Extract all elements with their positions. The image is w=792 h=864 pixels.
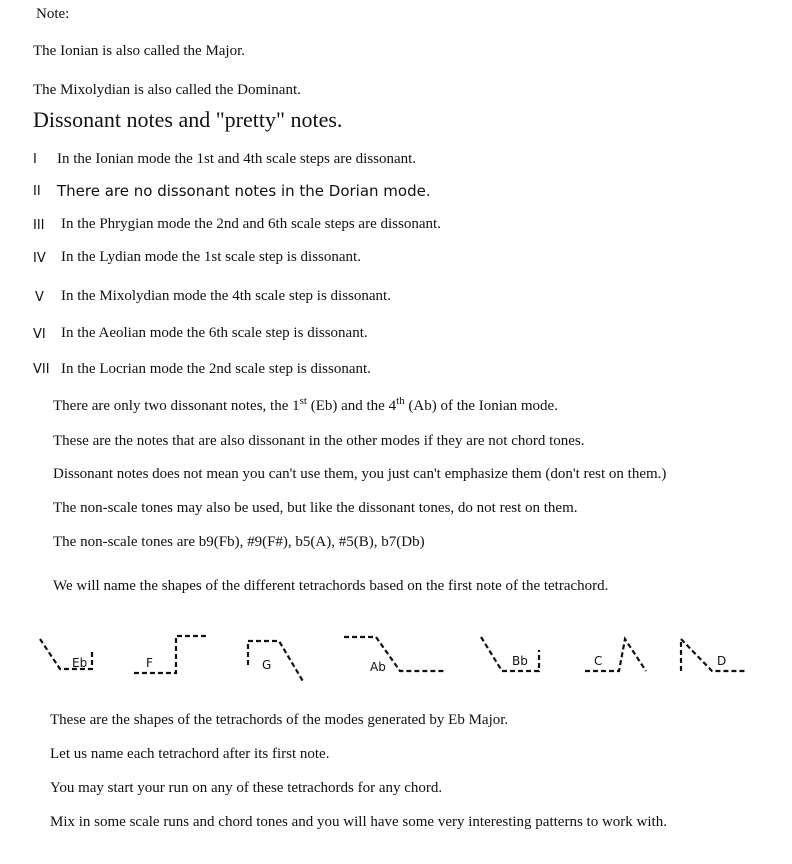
closing-line: These are the shapes of the tetrachords of the modes generated by Eb Major. — [50, 712, 509, 728]
mode-numeral: VII — [33, 362, 50, 377]
mode-numeral: V — [35, 290, 44, 305]
closing-line: You may start your run on any of these tetrachords for any chord. — [50, 780, 443, 796]
tetrachord-label: D — [717, 654, 727, 668]
ionian-major-line: The Ionian is also called the Major. — [33, 43, 246, 59]
mixolydian-dominant-line: The Mixolydian is also called the Dominant. — [33, 82, 301, 98]
mode-numeral: III — [33, 218, 45, 233]
mode-text: In the Lydian mode the 1st scale step is dissonant. — [61, 249, 361, 265]
tetrachord-ab — [344, 637, 444, 674]
paragraph: These are the notes that are also dissonant in the other modes if they are not chord tones. — [53, 433, 585, 449]
note-heading: Note: — [36, 6, 70, 22]
paragraph: The non-scale tones are b9(Fb), #9(F#), b5(A), #5(B), b7(Db) — [53, 534, 425, 550]
mode-numeral: VI — [33, 327, 46, 342]
two-dissonant-line: There are only two dissonant notes, the 1st (Eb) and the 4th (Ab) of the Ionian mode. — [53, 395, 558, 414]
tetrachord-f — [134, 636, 208, 673]
tetrachord-eb — [40, 639, 92, 670]
paragraph: The non-scale tones may also be used, but like the dissonant tones, do not rest on them. — [53, 500, 578, 516]
tetrachord-g — [248, 641, 304, 683]
tetrachord-label: Ab — [370, 660, 386, 674]
tetrachord-label: C — [594, 654, 603, 668]
mode-numeral: II — [33, 184, 41, 199]
mode-numeral: IV — [33, 251, 46, 266]
mode-numeral: I — [33, 152, 37, 167]
mode-text: In the Ionian mode the 1st and 4th scale steps are dissonant. — [57, 151, 417, 167]
tetrachord-label: G — [262, 658, 272, 672]
closing-line: Mix in some scale runs and chord tones and you will have some very interesting patterns to work with. — [50, 814, 667, 830]
tetrachord-label: Bb — [512, 654, 528, 668]
tetrachord-bb — [481, 637, 539, 671]
section-title: Dissonant notes and "pretty" notes. — [33, 107, 343, 132]
tetrachord-c — [585, 639, 646, 671]
mode-text: In the Locrian mode the 2nd scale step is dissonant. — [61, 361, 371, 377]
tetrachord-label: Eb — [72, 656, 88, 670]
tetrachord-d — [681, 639, 746, 671]
closing-line: Let us name each tetrachord after its first note. — [50, 746, 330, 762]
mode-text: In the Phrygian mode the 2nd and 6th scale steps are dissonant. — [61, 216, 441, 232]
mode-text: In the Mixolydian mode the 4th scale step is dissonant. — [61, 288, 391, 304]
paragraph: We will name the shapes of the different tetrachords based on the first note of the tetrachord. — [53, 578, 609, 594]
tetrachord-shapes — [0, 625, 792, 695]
tetrachord-label: F — [146, 656, 153, 670]
mode-text: There are no dissonant notes in the Dorian mode. — [57, 182, 431, 200]
mode-text: In the Aeolian mode the 6th scale step is dissonant. — [61, 325, 368, 341]
paragraph: Dissonant notes does not mean you can't use them, you just can't emphasize them (don't rest on them.) — [53, 466, 667, 482]
